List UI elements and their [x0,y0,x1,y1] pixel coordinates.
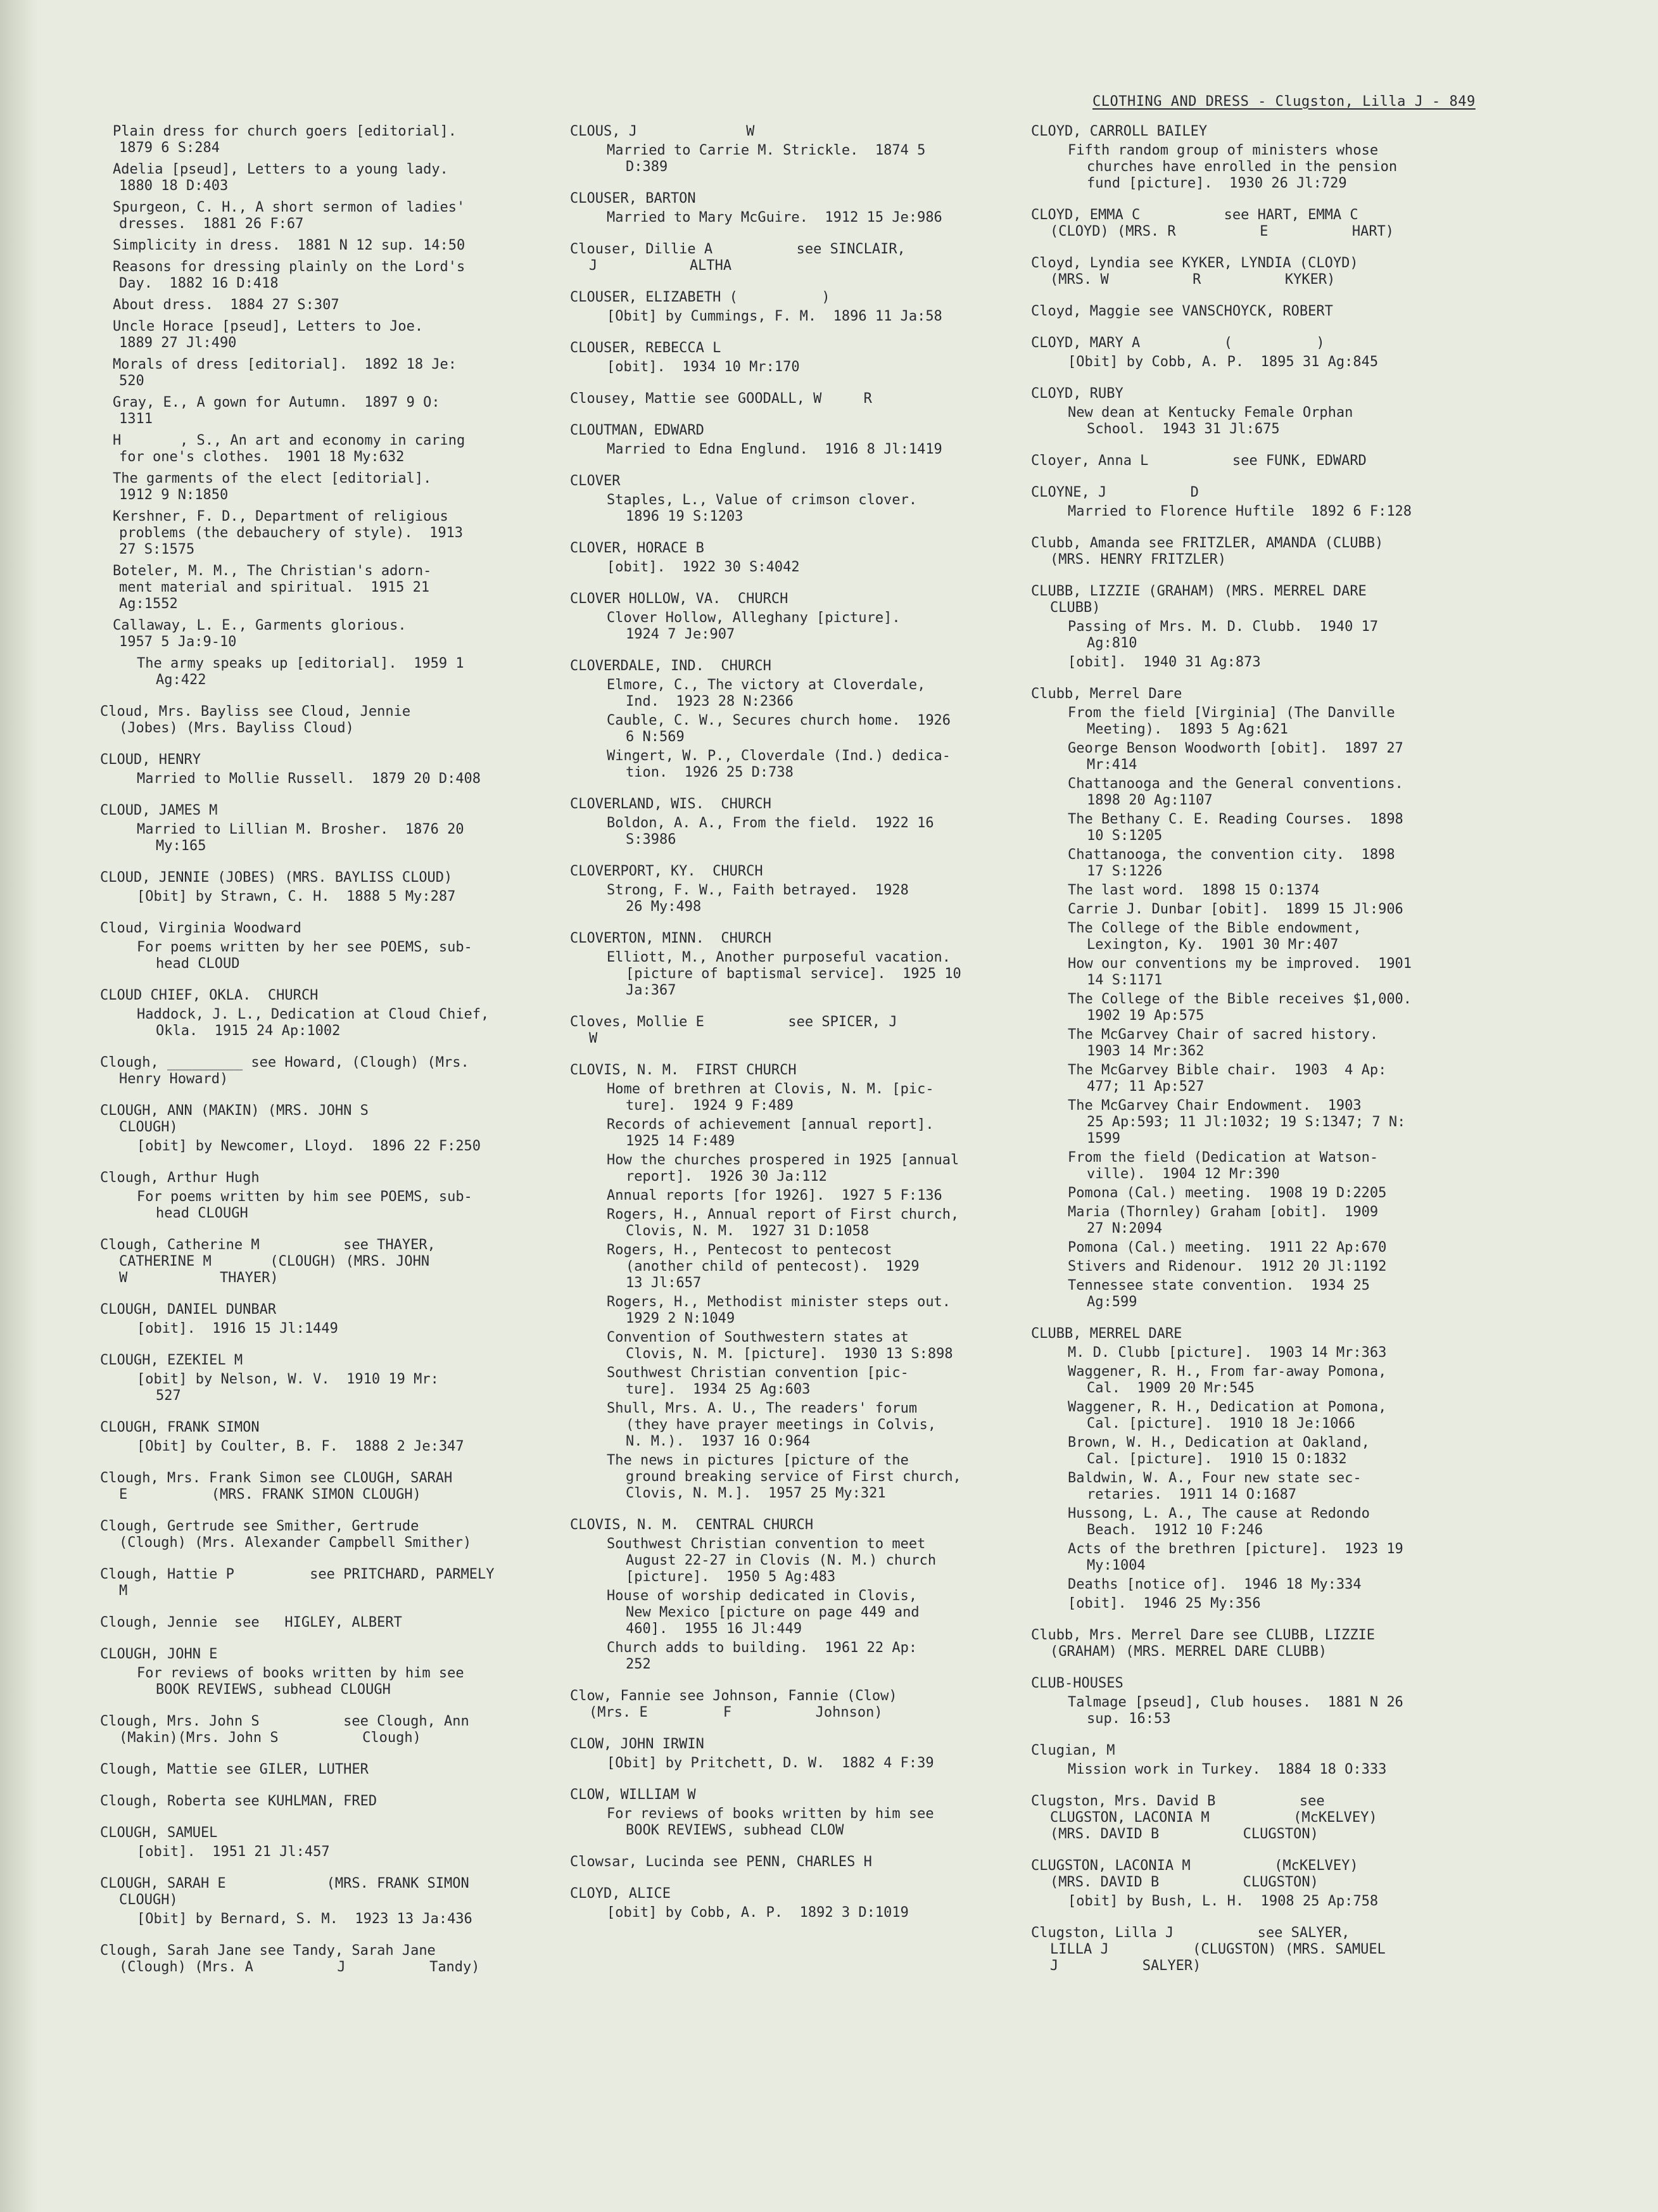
entry-citation: [obit]. 1922 30 S:4042 [607,559,800,575]
index-entry [1031,255,1512,288]
index-entry [100,124,556,156]
entry-heading: CLOUSER, ELIZABETH ( ) [570,289,830,305]
index-entry [100,988,556,1039]
entry-citation: Shull, Mrs. A. U., The readers' forum (they have prayer meetings in Colvis, N. M.). 1937 16 O:964 [607,1401,937,1449]
index-entry [100,1825,556,1860]
entry-citation: Cauble, C. W., Secures church home. 1926 6 N:569 [607,713,951,745]
entry-heading: Clugston, Mrs. David B see CLUGSTON, LACONIA M (McKELVEY) (MRS. DAVID B CLUGSTON) [1031,1793,1377,1842]
entry-citation: Records of achievement [annual report]. 1925 14 F:489 [607,1117,934,1149]
entry-heading: Clough, Mrs. Frank Simon see CLOUGH, SARAH E (MRS. FRANK SIMON CLOUGH) [100,1470,453,1503]
index-entry [100,870,556,905]
entry-citation: Fifth random group of ministers whose churches have enrolled in the pension fund [picture]. 1930 26 Jl:729 [1068,143,1398,191]
index-entry [100,433,556,466]
index-entry [1031,485,1512,520]
entry-heading: Clough, Gertrude see Smither, Gertrude (Clough) (Mrs. Alexander Campbell Smither) [100,1518,472,1551]
entry-citation: Plain dress for church goers [editorial]. 1879 6 S:284 [113,124,457,156]
index-entry [570,391,1013,407]
entry-citation: Haddock, J. L., Dedication at Cloud Chief, Okla. 1915 24 Ap:1002 [137,1007,490,1039]
index-entry [1031,453,1512,469]
index-entry [100,238,556,254]
entry-heading: Clough, Jennie see HIGLEY, ALBERT [100,1615,402,1630]
index-entry [1031,535,1512,568]
entry-citation: [obit]. 1940 31 Ag:873 [1068,654,1261,670]
entry-citation: Adelia [pseud], Letters to a young lady. 1880 18 D:403 [113,162,448,194]
entry-citation: The McGarvey Bible chair. 1903 4 Ap: 477; 11 Ap:527 [1068,1062,1387,1095]
entry-citation: The garments of the elect [editorial]. 1912 9 N:1850 [113,471,432,503]
entry-heading: CLOYD, MARY A ( ) [1031,335,1325,351]
entry-citation: Wingert, W. P., Cloverdale (Ind.) dedica- tion. 1926 25 D:738 [607,748,951,780]
entry-citation: The College of the Bible endowment, Lexington, Ky. 1901 30 Mr:407 [1068,920,1362,953]
entry-citation: Convention of Southwestern states at Clovis, N. M. [picture]. 1930 13 S:898 [607,1330,953,1362]
entry-heading: CLOUD, JENNIE (JOBES) (MRS. BAYLISS CLOUD) [100,870,453,886]
entry-citation: [obit]. 1934 10 Mr:170 [607,359,800,375]
index-entry [100,563,556,613]
entry-heading: Clough, Roberta see KUHLMAN, FRED [100,1793,377,1809]
entry-citation: Married to Carrie M. Strickle. 1874 5 D:389 [607,143,926,175]
entry-citation: Simplicity in dress. 1881 N 12 sup. 14:50 [113,238,465,253]
index-entry [570,1014,1013,1047]
entry-citation: Boteler, M. M., The Christian's adorn- ment material and spiritual. 1915 21 Ag:1552 [113,563,432,612]
entry-heading: CLOVERTON, MINN. CHURCH [570,931,771,946]
index-entry [100,1055,556,1088]
entry-citation: Boldon, A. A., From the field. 1922 16 S:3986 [607,815,934,848]
index-entry [570,591,1013,643]
entry-citation: Carrie J. Dunbar [obit]. 1899 15 Jl:906 [1068,901,1403,917]
entry-citation: Clover Hollow, Alleghany [picture]. 1924 7 Je:907 [607,610,901,642]
index-entry [100,1646,556,1698]
entry-citation: Elmore, C., The victory at Cloverdale, Ind. 1923 28 N:2366 [607,677,926,709]
entry-heading: Cloyer, Anna L see FUNK, EDWARD [1031,453,1367,469]
entry-citation: [Obit] by Pritchett, D. W. 1882 4 F:39 [607,1755,934,1771]
entry-heading: Clough, Mattie see GILER, LUTHER [100,1762,369,1777]
index-entry [100,704,556,737]
entry-citation: Southwest Christian convention to meet August 22-27 in Clovis (N. M.) church [picture]. 1950 5 Ag:483 [607,1536,937,1585]
index-column-3 [1031,124,1512,1990]
entry-heading: CLOUGH, SARAH E (MRS. FRANK SIMON CLOUGH) [100,1876,469,1908]
entry-heading: Clubb, Merrel Dare [1031,686,1182,702]
entry-citation: [Obit] by Bernard, S. M. 1923 13 Ja:436 [137,1911,472,1927]
entry-heading: Cloud, Mrs. Bayliss see Cloud, Jennie (Jobes) (Mrs. Bayliss Cloud) [100,704,411,736]
index-entry [100,319,556,352]
entry-citation: The army speaks up [editorial]. 1959 1 Ag:422 [137,656,464,688]
entry-heading: Clow, Fannie see Johnson, Fannie (Clow) (Mrs. E F Johnson) [570,1688,897,1720]
index-entry [570,1854,1013,1871]
entry-heading: CLOUGH, FRANK SIMON [100,1420,260,1435]
entry-citation: The news in pictures [picture of the ground breaking service of First church, Clovis, N. M.]. 1957 25 My:321 [607,1452,961,1501]
index-entry [1031,1925,1512,1974]
entry-citation: H , S., An art and economy in caring for one's clothes. 1901 18 My:632 [113,433,465,465]
index-entry [570,289,1013,325]
index-entry [100,297,556,314]
entry-heading: Clugston, Lilla J see SALYER, LILLA J (CLUGSTON) (MRS. SAMUEL J SALYER) [1031,1925,1386,1974]
index-entry [1031,686,1512,1311]
entry-citation: Strong, F. W., Faith betrayed. 1928 26 My:498 [607,882,909,915]
entry-citation: From the field (Dedication at Watson- ville). 1904 12 Mr:390 [1068,1150,1379,1182]
entry-heading: CLOUS, J W [570,124,755,139]
index-entry [100,471,556,504]
entry-citation: Gray, E., A gown for Autumn. 1897 9 O: 1311 [113,395,440,427]
index-entry [570,191,1013,226]
entry-citation: From the field [Virginia] (The Danville Meeting). 1893 5 Ag:621 [1068,705,1395,737]
entry-heading: CLOUGH, EZEKIEL M [100,1352,243,1368]
entry-heading: CLOUGH, SAMUEL [100,1825,218,1841]
entry-heading: Clubb, Amanda see FRITZLER, AMANDA (CLUBB) (MRS. HENRY FRITZLER) [1031,535,1384,568]
entry-heading: CLOVER HOLLOW, VA. CHURCH [570,591,788,607]
entry-citation: Elliott, M., Another purposeful vacation. [picture of baptismal service]. 1925 10 Ja:367 [607,950,961,998]
entry-citation: Baldwin, W. A., Four new state sec- retaries. 1911 14 O:1687 [1068,1470,1362,1503]
index-entry [570,473,1013,525]
entry-heading: Cloud, Virginia Woodward [100,920,301,936]
index-entry [1031,1743,1512,1778]
entry-citation: [obit] by Nelson, W. V. 1910 19 Mr: 527 [137,1371,439,1404]
entry-citation: Rogers, H., Methodist minister steps out. 1929 2 N:1049 [607,1294,951,1326]
entry-citation: How our conventions my be improved. 1901 14 S:1171 [1068,956,1412,988]
entry-citation: Pomona (Cal.) meeting. 1908 19 D:2205 [1068,1185,1387,1201]
entry-heading: CLOVER, HORACE B [570,540,704,556]
entry-heading: Clough, Sarah Jane see Tandy, Sarah Jane (Clough) (Mrs. A J Tandy) [100,1943,480,1975]
entry-heading: CLUBB, MERREL DARE [1031,1326,1182,1342]
index-entry [100,1518,556,1551]
entry-heading: CLUGSTON, LACONIA M (McKELVEY) (MRS. DAVID B CLUGSTON) [1031,1858,1358,1890]
entry-heading: CLOYNE, J D [1031,485,1199,500]
entry-heading: CLOVERDALE, IND. CHURCH [570,658,771,674]
index-entry [100,200,556,232]
entry-heading: Clough, Hattie P see PRITCHARD, PARMELY M [100,1567,495,1599]
entry-citation: Kershner, F. D., Department of religious problems (the debauchery of style). 1913 27 S:1575 [113,509,464,557]
entry-citation: [Obit] by Coulter, B. F. 1888 2 Je:347 [137,1439,464,1454]
entry-heading: Clough, Mrs. John S see Clough, Ann (Makin)(Mrs. John S Clough) [100,1713,469,1746]
index-column-2 [570,124,1013,1936]
entry-heading: CLOYD, RUBY [1031,386,1123,402]
entry-citation: Morals of dress [editorial]. 1892 18 Je: 520 [113,357,457,389]
entry-citation: Married to Mollie Russell. 1879 20 D:408 [137,771,481,787]
entry-citation: Married to Edna Englund. 1916 8 Jl:1419 [607,442,942,457]
entry-citation: The McGarvey Chair of sacred history. 1903 14 Mr:362 [1068,1027,1379,1059]
index-entry [570,241,1013,274]
entry-citation: Callaway, L. E., Garments glorious. 1957 5 Ja:9-10 [113,618,407,650]
entry-heading: Clugian, M [1031,1743,1115,1758]
index-entry [100,1103,556,1155]
index-entry [1031,386,1512,438]
index-entry [100,803,556,855]
index-entry [570,540,1013,576]
entry-heading: CLOUGH, ANN (MAKIN) (MRS. JOHN S CLOUGH) [100,1103,369,1135]
entry-citation: Annual reports [for 1926]. 1927 5 F:136 [607,1188,942,1204]
index-entry [100,1793,556,1810]
entry-heading: CLOW, JOHN IRWIN [570,1736,704,1752]
entry-citation: Married to Florence Huftile 1892 6 F:128 [1068,504,1412,519]
entry-heading: CLOUD, JAMES M [100,803,218,818]
entry-citation: Waggener, R. H., From far-away Pomona, Cal. 1909 20 Mr:545 [1068,1364,1387,1396]
index-entry [570,1736,1013,1772]
entry-heading: CLOVIS, N. M. CENTRAL CHURCH [570,1517,814,1533]
entry-heading: CLOUSER, REBECCA L [570,340,721,356]
index-entry [570,1062,1013,1502]
entry-citation: [obit]. 1951 21 Jl:457 [137,1844,330,1860]
entry-heading: CLOUTMAN, EDWARD [570,423,704,438]
entry-heading: CLOVIS, N. M. FIRST CHURCH [570,1062,797,1078]
index-entry [1031,335,1512,371]
entry-citation: New dean at Kentucky Female Orphan School. 1943 31 Jl:675 [1068,405,1353,437]
entry-citation: Brown, W. H., Dedication at Oakland, Cal. [picture]. 1910 15 O:1832 [1068,1435,1370,1467]
index-entry [100,259,556,292]
entry-heading: Cloves, Mollie E see SPICER, J W [570,1014,897,1046]
entry-heading: CLOUSER, BARTON [570,191,696,207]
index-entry [100,357,556,390]
entry-heading: Clough, _________ see Howard, (Clough) (Mrs. Henry Howard) [100,1055,469,1087]
index-entry [100,1762,556,1778]
entry-citation: Tennessee state convention. 1934 25 Ag:599 [1068,1278,1370,1310]
index-entry [100,1713,556,1746]
entry-citation: M. D. Clubb [picture]. 1903 14 Mr:363 [1068,1345,1387,1361]
entry-citation: [Obit] by Cobb, A. P. 1895 31 Ag:845 [1068,354,1379,370]
index-entry [570,1688,1013,1721]
index-entry [1031,1858,1512,1910]
entry-citation: The McGarvey Chair Endowment. 1903 25 Ap:593; 11 Jl:1032; 19 S:1347; 7 N: 1599 [1068,1098,1406,1147]
entry-citation: Mission work in Turkey. 1884 18 O:333 [1068,1762,1387,1777]
index-entry [100,920,556,972]
entry-citation: Acts of the brethren [picture]. 1923 19 My:1004 [1068,1541,1403,1573]
index-entry [100,1943,556,1976]
index-entry [100,1567,556,1599]
index-entry [1031,1793,1512,1843]
entry-citation: Reasons for dressing plainly on the Lord's Day. 1882 16 D:418 [113,259,465,291]
entry-citation: The Bethany C. E. Reading Courses. 1898 10 S:1205 [1068,811,1403,844]
entry-citation: [obit]. 1946 25 My:356 [1068,1596,1261,1611]
index-column-1 [100,124,556,1991]
index-entry [1031,207,1512,240]
index-entry [570,796,1013,848]
entry-citation: Rogers, H., Annual report of First church, Clovis, N. M. 1927 31 D:1058 [607,1207,959,1239]
entry-citation: Spurgeon, C. H., A short sermon of ladies' dresses. 1881 26 F:67 [113,200,465,232]
entry-heading: Clouser, Dillie A see SINCLAIR, J ALTHA [570,241,906,274]
entry-heading: CLOUD CHIEF, OKLA. CHURCH [100,988,319,1003]
entry-citation: George Benson Woodworth [obit]. 1897 27 Mr:414 [1068,741,1403,773]
index-entry [1031,583,1512,671]
index-entry [1031,1627,1512,1660]
index-entry [100,1615,556,1631]
index-entry [100,752,556,787]
entry-citation: How the churches prospered in 1925 [annual report]. 1926 30 Ja:112 [607,1152,959,1185]
entry-heading: Clowsar, Lucinda see PENN, CHARLES H [570,1854,872,1870]
entry-heading: CLOUD, HENRY [100,752,201,768]
index-entry [570,1886,1013,1921]
entry-heading: CLOYD, CARROLL BAILEY [1031,124,1208,139]
entry-heading: CLOUGH, DANIEL DUNBAR [100,1302,277,1318]
entry-citation: Talmage [pseud], Club houses. 1881 N 26 sup. 16:53 [1068,1694,1403,1727]
index-entry [100,1170,556,1222]
index-entry [570,1517,1013,1673]
index-entry [100,395,556,428]
entry-citation: [obit]. 1916 15 Jl:1449 [137,1321,338,1337]
index-entry [100,618,556,651]
entry-citation: Home of brethren at Clovis, N. M. [pic- ture]. 1924 9 F:489 [607,1081,934,1114]
entry-citation: Waggener, R. H., Dedication at Pomona, Cal. [picture]. 1910 18 Je:1066 [1068,1399,1387,1432]
running-head: CLOTHING AND DRESS - Clugston, Lilla J - 849 [1092,94,1476,110]
entry-heading: Cloyd, Lyndia see KYKER, LYNDIA (CLOYD) (MRS. W R KYKER) [1031,255,1358,288]
index-entry [100,1876,556,1928]
entry-heading: Clough, Catherine M see THAYER, CATHERINE M (CLOUGH) (MRS. JOHN W THAYER) [100,1237,436,1286]
entry-heading: CLOW, WILLIAM W [570,1787,696,1803]
entry-citation: Chattanooga, the convention city. 1898 17 S:1226 [1068,847,1395,879]
entry-citation: Southwest Christian convention [pic- ture]. 1934 25 Ag:603 [607,1365,909,1397]
entry-citation: House of worship dedicated in Clovis, New Mexico [picture on page 449 and 460]. 1955 16 Jl:449 [607,1588,920,1637]
entry-citation: For poems written by her see POEMS, sub- head CLOUD [137,939,472,972]
index-entry [100,1302,556,1337]
entry-heading: Cloyd, Maggie see VANSCHOYCK, ROBERT [1031,303,1333,319]
entry-heading: Clousey, Mattie see GOODALL, W R [570,391,872,407]
entry-citation: [obit] by Cobb, A. P. 1892 3 D:1019 [607,1905,909,1921]
entry-citation: [Obit] by Cummings, F. M. 1896 11 Ja:58 [607,308,942,324]
page-shadow [0,0,38,2212]
entry-heading: CLUBB, LIZZIE (GRAHAM) (MRS. MERREL DARE CLUBB) [1031,583,1367,616]
index-entry [100,509,556,558]
entry-heading: CLOYD, ALICE [570,1886,671,1902]
entry-heading: CLOUGH, JOHN E [100,1646,218,1662]
index-entry [570,658,1013,781]
entry-citation: For reviews of books written by him see BOOK REVIEWS, subhead CLOW [607,1806,934,1838]
entry-citation: Pomona (Cal.) meeting. 1911 22 Ap:670 [1068,1240,1387,1255]
index-entry [100,162,556,194]
entry-citation: Maria (Thornley) Graham [obit]. 1909 27 N:2094 [1068,1204,1379,1236]
index-entry [100,656,556,689]
entry-citation: [obit] by Newcomer, Lloyd. 1896 22 F:250 [137,1138,481,1154]
entry-heading: CLOYD, EMMA C see HART, EMMA C (CLOYD) (MRS. R E HART) [1031,207,1395,239]
entry-citation: Deaths [notice of]. 1946 18 My:334 [1068,1577,1362,1592]
index-entry [1031,124,1512,192]
index-entry [1031,1675,1512,1727]
entry-citation: Chattanooga and the General conventions. 1898 20 Ag:1107 [1068,776,1403,808]
entry-citation: Hussong, L. A., The cause at Redondo Beach. 1912 10 F:246 [1068,1506,1370,1538]
entry-citation: [obit] by Bush, L. H. 1908 25 Ap:758 [1068,1893,1379,1909]
entry-citation: [Obit] by Strawn, C. H. 1888 5 My:287 [137,889,456,905]
entry-citation: Staples, L., Value of crimson clover. 1896 19 S:1203 [607,492,918,524]
index-entry [570,423,1013,458]
entry-citation: Rogers, H., Pentecost to pentecost (another child of pentecost). 1929 13 Jl:657 [607,1242,920,1291]
index-entry [1031,1326,1512,1612]
entry-citation: Passing of Mrs. M. D. Clubb. 1940 17 Ag:810 [1068,619,1379,651]
entry-citation: The last word. 1898 15 O:1374 [1068,882,1320,898]
entry-heading: Clough, Arthur Hugh [100,1170,260,1186]
index-entry [570,340,1013,376]
entry-heading: CLOVERLAND, WIS. CHURCH [570,796,771,812]
entry-citation: Married to Mary McGuire. 1912 15 Je:986 [607,210,942,226]
entry-citation: Church adds to building. 1961 22 Ap: 252 [607,1640,918,1672]
index-entry [570,1787,1013,1839]
entry-heading: CLUB-HOUSES [1031,1675,1123,1691]
entry-heading: CLOVERPORT, KY. CHURCH [570,863,763,879]
entry-citation: About dress. 1884 27 S:307 [113,297,339,313]
entry-citation: Stivers and Ridenour. 1912 20 Jl:1192 [1068,1259,1387,1274]
index-entry [100,1237,556,1287]
index-entry [570,863,1013,915]
index-entry [570,931,1013,999]
entry-citation: Uncle Horace [pseud], Letters to Joe. 1889 27 Jl:490 [113,319,424,351]
index-entry [100,1352,556,1404]
index-entry [100,1420,556,1455]
entry-citation: Married to Lillian M. Brosher. 1876 20 My:165 [137,822,464,854]
entry-citation: The College of the Bible receives $1,000. 1902 19 Ap:575 [1068,991,1412,1024]
entry-heading: CLOVER [570,473,621,489]
index-entry [1031,303,1512,320]
entry-heading: Clubb, Mrs. Merrel Dare see CLUBB, LIZZIE (GRAHAM) (MRS. MERREL DARE CLUBB) [1031,1627,1376,1660]
entry-citation: For reviews of books written by him see BOOK REVIEWS, subhead CLOUGH [137,1665,464,1698]
index-entry [100,1470,556,1503]
index-entry [570,124,1013,175]
entry-citation: For poems written by him see POEMS, sub- head CLOUGH [137,1189,472,1221]
